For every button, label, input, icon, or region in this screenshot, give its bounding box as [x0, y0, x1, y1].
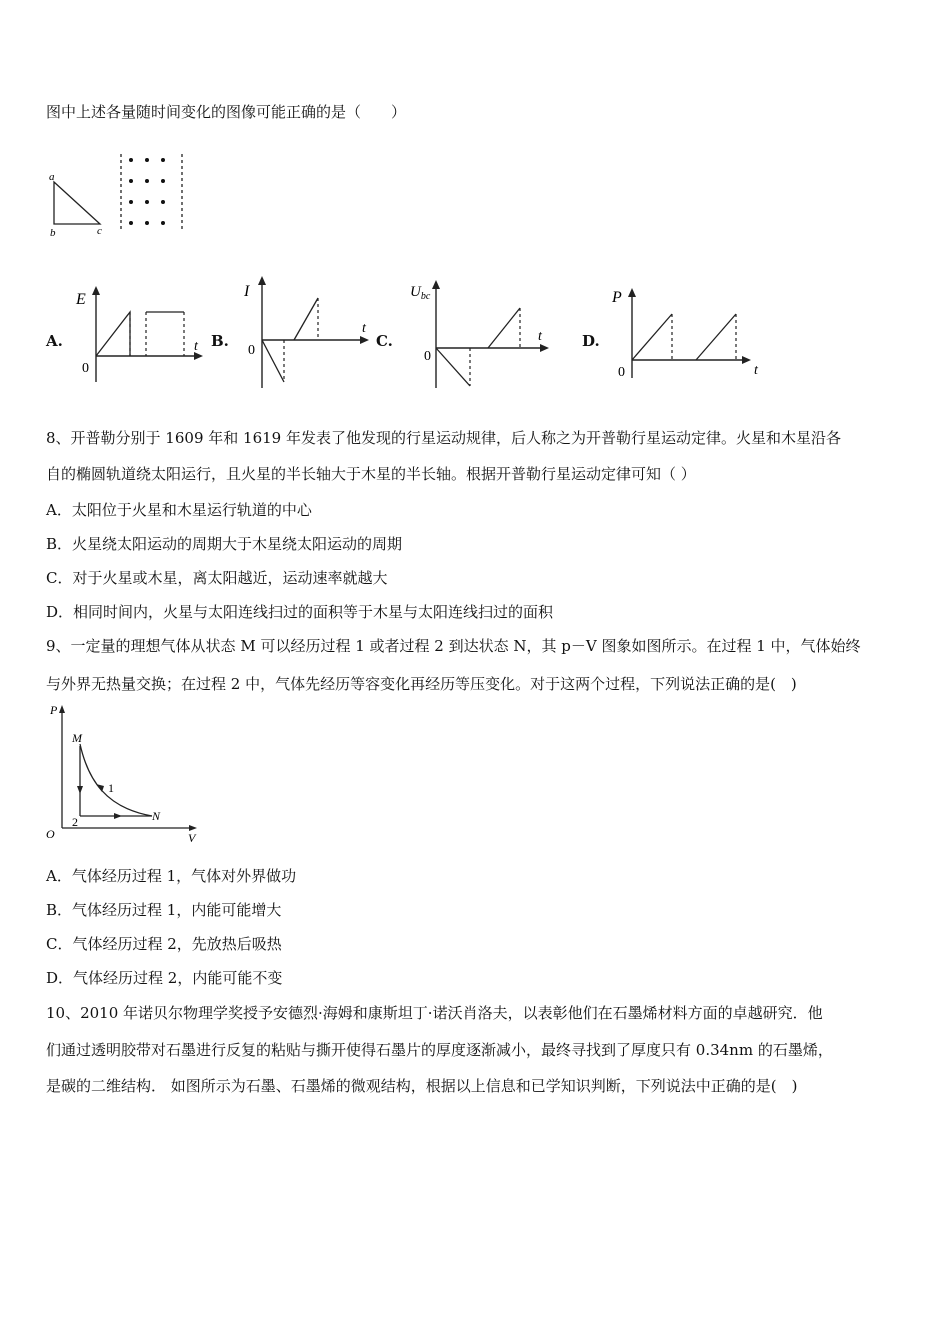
triangle-field-figure — [44, 148, 194, 240]
q10-line-1: 10、2010 年诺贝尔物理学奖授予安德烈·海姆和康斯坦丁·诺沃肖洛夫，以表彰他们在石墨烯材料方面的卓越研究．他 — [46, 1004, 823, 1022]
q9-option-d: D．气体经历过程 2，内能可能不变 — [46, 969, 283, 987]
label-a: a — [49, 171, 55, 183]
q10-line-3: 是碳的二维结构． 如图所示为石墨、石墨烯的微观结构，根据以上信息和已学知识判断，下列说法中正确的是( ) — [46, 1077, 798, 1095]
graph-b-x-label: t — [362, 321, 366, 336]
graph-a-x-label: t — [194, 339, 198, 354]
graph-d-y-label: P — [612, 289, 622, 306]
option-c-label: C. — [376, 332, 393, 350]
q8-line-2: 自的椭圆轨道绕太阳运行，且火星的半长轴大于木星的半长轴。根据开普勒行星运动定律可知（ ） — [46, 465, 696, 483]
pv-o-label: O — [46, 827, 55, 841]
graph-a — [70, 282, 210, 392]
q8-option-a: A．太阳位于火星和木星运行轨道的中心 — [46, 501, 312, 519]
q9-option-c: C．气体经历过程 2，先放热后吸热 — [46, 935, 282, 953]
graph-a-origin: 0 — [82, 361, 89, 376]
pv-diagram — [44, 700, 204, 846]
graph-a-y-label: E — [76, 291, 86, 308]
q9-option-b: B．气体经历过程 1，内能可能增大 — [46, 901, 282, 919]
q8-option-b: B．火星绕太阳运动的周期大于木星绕太阳运动的周期 — [46, 535, 403, 553]
graph-c-x-label: t — [538, 329, 542, 344]
graph-b-origin: 0 — [248, 343, 255, 358]
pv-p-label: P — [50, 703, 58, 717]
option-b-label: B. — [211, 332, 229, 350]
graph-d — [608, 282, 768, 382]
graph-d-x-label: t — [754, 363, 758, 378]
graph-c-y-label: $U_{bc}$ — [410, 284, 431, 302]
pv-process-2-label: 2 — [72, 815, 78, 829]
label-c: c — [97, 225, 102, 237]
q9-line-1: 9、一定量的理想气体从状态 M 可以经历过程 1 或者过程 2 到达状态 N，其 p－V 图象如图所示。在过程 1 中，气体始终 — [46, 637, 861, 655]
graph-d-origin: 0 — [618, 365, 625, 380]
intro-line: 图中上述各量随时间变化的图像可能正确的是（ ） — [46, 103, 407, 121]
pv-n-label: N — [152, 809, 161, 823]
option-a-label: A. — [46, 332, 63, 350]
pv-v-label: V — [188, 831, 196, 845]
graph-b — [236, 270, 376, 392]
q9-option-a: A．气体经历过程 1，气体对外界做功 — [46, 867, 297, 885]
triangle-abc — [54, 182, 100, 224]
label-b: b — [50, 227, 56, 239]
q8-line-1: 8、开普勒分别于 1609 年和 1619 年发表了他发现的行星运动规律，后人称之为开普勒行星运动定律。火星和木星沿各 — [46, 429, 841, 447]
field-dots — [129, 158, 165, 225]
graph-c — [406, 274, 556, 392]
q8-option-d: D．相同时间内，火星与太阳连线扫过的面积等于木星与太阳连线扫过的面积 — [46, 603, 554, 621]
pv-m-label: M — [72, 731, 82, 745]
pv-process-1-label: 1 — [108, 781, 114, 795]
q10-line-2: 们通过透明胶带对石墨进行反复的粘贴与撕开使得石墨片的厚度逐渐减小，最终寻找到了厚度只有 0.34nm 的石墨烯， — [46, 1041, 833, 1059]
graph-b-y-label: I — [244, 283, 250, 300]
option-d-label: D. — [582, 332, 600, 350]
q9-line-2: 与外界无热量交换；在过程 2 中，气体先经历等容变化再经历等压变化。对于这两个过程，下列说法正确的是( ) — [46, 675, 797, 693]
q8-option-c: C．对于火星或木星，离太阳越近，运动速率就越大 — [46, 569, 388, 587]
graph-c-origin: 0 — [424, 349, 431, 364]
